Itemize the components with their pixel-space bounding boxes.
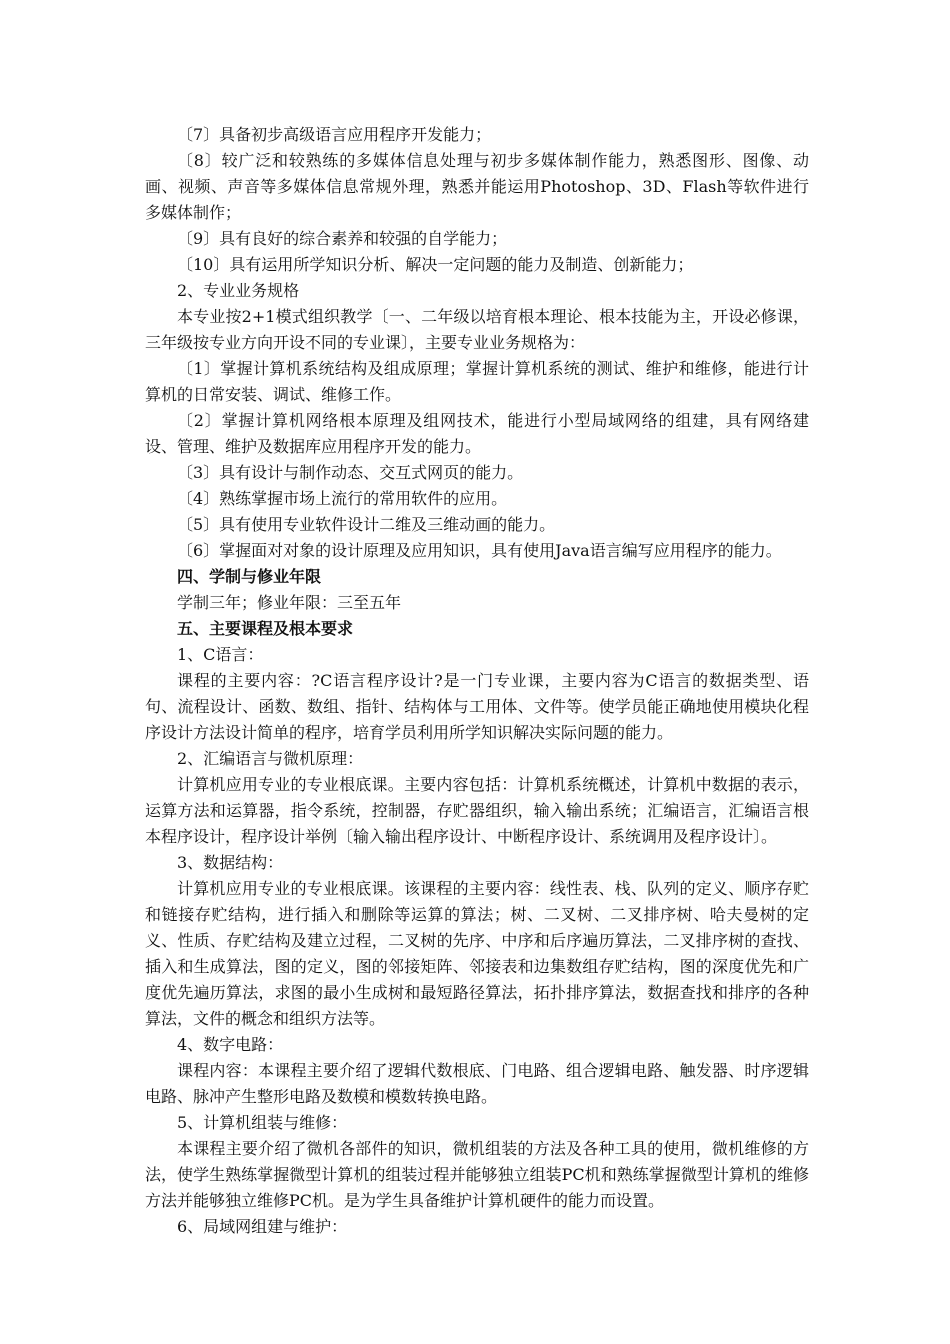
section-2-title: 2、专业业务规格	[177, 281, 300, 300]
spec-4: 〔4〕熟练掌握市场上流行的常用软件的应用。	[177, 489, 508, 508]
course-3-body: 计算机应用专业的专业根底课。该课程的主要内容：线性表、栈、队列的定义、顺序存贮和链接存贮结构，进行插入和删除等运算的算法；树、二叉树、二叉排序树、哈夫曼树的定义、性质、存贮结构及建立过程，二叉树的先序、中序和后序遍历算法，二叉排序树的查找、插入和生成算法，图的定义，图的邻接矩阵、邻接表和边集数组存贮结构，图的深度优先和广度优先遍历算法，求图的最小生成树和最短路径算法，拓扑排序算法，数据查找和排序的各种算法，文件的概念和组织方法等。	[145, 879, 809, 1028]
heading-5: 五、主要课程及根本要求	[177, 619, 354, 638]
spec-6: 〔6〕掌握面对对象的设计原理及应用知识，具有使用Java语言编写应用程序的能力。	[177, 541, 782, 560]
course-2-body: 计算机应用专业的专业根底课。主要内容包括：计算机系统概述，计算机中数据的表示，运算方法和运算器，指令系统，控制器，存贮器组织，输入输出系统；汇编语言，汇编语言根本程序设计，程序设计举例〔输入输出程序设计、中断程序设计、系统调用及程序设计〕。	[145, 775, 809, 846]
heading-4: 四、学制与修业年限	[177, 567, 322, 586]
course-5-title: 5、计算机组装与维修：	[177, 1113, 348, 1132]
course-3-title: 3、数据结构：	[177, 853, 284, 872]
item-9: 〔9〕具有良好的综合素养和较强的自学能力；	[177, 229, 508, 248]
course-4-body: 课程内容：本课程主要介绍了逻辑代数根底、门电路、组合逻辑电路、触发器、时序逻辑电路、脉冲产生整形电路及数模和模数转换电路。	[145, 1061, 809, 1106]
course-6-title: 6、局域网组建与维护：	[177, 1217, 348, 1236]
item-10: 〔10〕具有运用所学知识分析、解决一定问题的能力及制造、创新能力；	[177, 255, 694, 274]
duration: 学制三年；修业年限：三至五年	[177, 593, 402, 612]
item-8: 〔8〕较广泛和较熟练的多媒体信息处理与初步多媒体制作能力，熟悉图形、图像、动画、视频、声音等多媒体信息常规外理，熟悉并能运用Photoshop、3D、Flash等软件进行多媒体制作；	[145, 151, 809, 222]
course-4-title: 4、数字电路：	[177, 1035, 284, 1054]
document-page	[145, 122, 809, 1240]
course-1-body: 课程的主要内容：?C语言程序设计?是一门专业课，主要内容为C语言的数据类型、语句、流程设计、函数、数组、指针、结构体与工用体、文件等。使学员能正确地使用模块化程序设计方法设计简单的程序，培育学员利用所学知识解决实际问题的能力。	[145, 671, 809, 742]
spec-5: 〔5〕具有使用专业软件设计二维及三维动画的能力。	[177, 515, 556, 534]
section-2-intro: 本专业按2+1模式组织教学〔一、二年级以培育根本理论、根本技能为主，开设必修课，三年级按专业方向开设不同的专业课〕，主要专业业务规格为：	[145, 307, 809, 352]
item-7: 〔7〕具备初步高级语言应用程序开发能力；	[177, 125, 492, 144]
spec-2: 〔2〕掌握计算机网络根本原理及组网技术，能进行小型局域网络的组建，具有网络建设、管理、维护及数据库应用程序开发的能力。	[145, 411, 809, 456]
course-1-title: 1、C语言：	[177, 645, 264, 664]
course-5-body: 本课程主要介绍了微机各部件的知识，微机组装的方法及各种工具的使用，微机维修的方法，使学生熟练掌握微型计算机的组装过程并能够独立组装PC机和熟练掌握微型计算机的维修方法并能够独立维修PC机。是为学生具备维护计算机硬件的能力而设置。	[145, 1139, 809, 1210]
spec-1: 〔1〕掌握计算机系统结构及组成原理；掌握计算机系统的测试、维护和维修，能进行计算机的日常安装、调试、维修工作。	[145, 359, 809, 404]
course-2-title: 2、汇编语言与微机原理：	[177, 749, 364, 768]
spec-3: 〔3〕具有设计与制作动态、交互式网页的能力。	[177, 463, 524, 482]
